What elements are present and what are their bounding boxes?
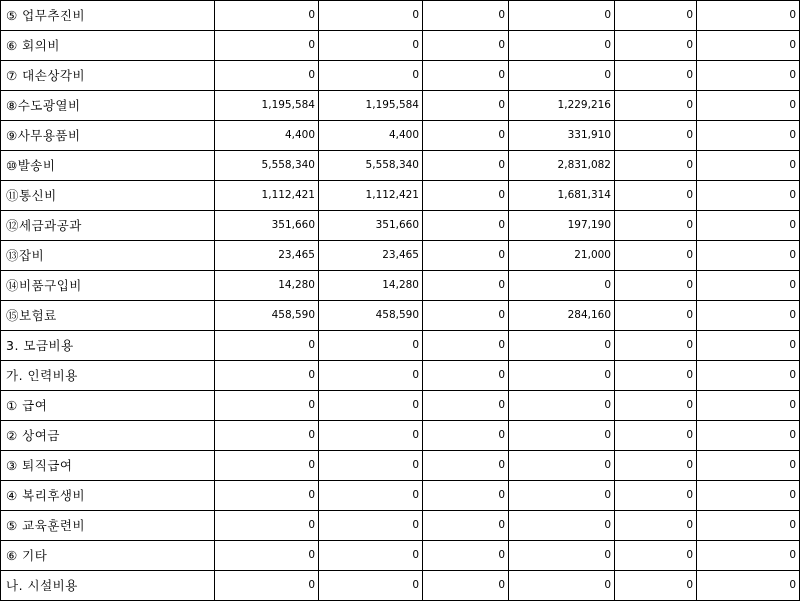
value-cell-3[interactable]: 0 <box>423 271 509 301</box>
value-cell-4[interactable]: 1,681,314 <box>509 181 615 211</box>
value-cell-1[interactable]: 23,465 <box>215 241 319 271</box>
value-cell-1[interactable]: 0 <box>215 451 319 481</box>
value-cell-5[interactable]: 0 <box>615 451 697 481</box>
value-cell-5[interactable]: 0 <box>615 571 697 601</box>
value-cell-5[interactable]: 0 <box>615 31 697 61</box>
value-cell-2[interactable]: 0 <box>319 571 423 601</box>
value-cell-3[interactable]: 0 <box>423 211 509 241</box>
value-cell-6[interactable]: 0 <box>697 421 800 451</box>
row-label-cell[interactable]: ⑬잡비 <box>1 241 215 271</box>
value-cell-3[interactable]: 0 <box>423 361 509 391</box>
value-cell-4[interactable]: 1,229,216 <box>509 91 615 121</box>
table-row <box>1 91 800 121</box>
value-cell-3[interactable]: 0 <box>423 451 509 481</box>
value-cell-2[interactable]: 0 <box>319 61 423 91</box>
value-cell-3[interactable]: 0 <box>423 241 509 271</box>
row-label-cell[interactable]: ⑤ 교육훈련비 <box>1 511 215 541</box>
value-cell-4[interactable]: 0 <box>509 541 615 571</box>
row-label-cell[interactable]: ④ 복리후생비 <box>1 481 215 511</box>
value-cell-5[interactable]: 0 <box>615 181 697 211</box>
row-label-cell[interactable]: ⑩발송비 <box>1 151 215 181</box>
value-cell-6[interactable]: 0 <box>697 301 800 331</box>
table-row <box>1 181 800 211</box>
value-cell-5[interactable]: 0 <box>615 121 697 151</box>
value-cell-4[interactable]: 0 <box>509 1 615 31</box>
value-cell-3[interactable]: 0 <box>423 421 509 451</box>
value-cell-5[interactable]: 0 <box>615 361 697 391</box>
value-cell-2[interactable]: 1,112,421 <box>319 181 423 211</box>
value-cell-2[interactable]: 0 <box>319 1 423 31</box>
value-cell-4[interactable]: 197,190 <box>509 211 615 241</box>
value-cell-6[interactable]: 0 <box>697 271 800 301</box>
row-label-cell[interactable]: 나. 시설비용 <box>1 571 215 601</box>
table-row <box>1 151 800 181</box>
row-label-cell[interactable]: ⑫세금과공과 <box>1 211 215 241</box>
table-row <box>1 451 800 481</box>
value-cell-3[interactable]: 0 <box>423 511 509 541</box>
value-cell-1[interactable]: 0 <box>215 31 319 61</box>
value-cell-3[interactable]: 0 <box>423 301 509 331</box>
row-label-cell[interactable]: 가. 인력비용 <box>1 361 215 391</box>
value-cell-2[interactable]: 0 <box>319 451 423 481</box>
value-cell-6[interactable]: 0 <box>697 151 800 181</box>
value-cell-5[interactable]: 0 <box>615 91 697 121</box>
value-cell-3[interactable]: 0 <box>423 121 509 151</box>
expense-table-body <box>1 1 800 601</box>
value-cell-5[interactable]: 0 <box>615 211 697 241</box>
value-cell-1[interactable]: 0 <box>215 421 319 451</box>
value-cell-4[interactable]: 0 <box>509 271 615 301</box>
value-cell-6[interactable]: 0 <box>697 481 800 511</box>
value-cell-1[interactable]: 351,660 <box>215 211 319 241</box>
table-row <box>1 121 800 151</box>
value-cell-2[interactable]: 0 <box>319 331 423 361</box>
value-cell-4[interactable]: 0 <box>509 571 615 601</box>
row-label-cell[interactable]: ③ 퇴직급여 <box>1 451 215 481</box>
value-cell-5[interactable]: 0 <box>615 151 697 181</box>
row-label-cell[interactable]: ⑮보험료 <box>1 301 215 331</box>
value-cell-6[interactable]: 0 <box>697 31 800 61</box>
value-cell-3[interactable]: 0 <box>423 181 509 211</box>
value-cell-2[interactable]: 14,280 <box>319 271 423 301</box>
table-row <box>1 361 800 391</box>
value-cell-1[interactable]: 14,280 <box>215 271 319 301</box>
value-cell-5[interactable]: 0 <box>615 391 697 421</box>
table-row <box>1 61 800 91</box>
value-cell-3[interactable]: 0 <box>423 331 509 361</box>
value-cell-2[interactable]: 0 <box>319 541 423 571</box>
value-cell-3[interactable]: 0 <box>423 61 509 91</box>
value-cell-1[interactable]: 1,195,584 <box>215 91 319 121</box>
value-cell-6[interactable]: 0 <box>697 61 800 91</box>
value-cell-2[interactable]: 0 <box>319 421 423 451</box>
table-row <box>1 421 800 451</box>
value-cell-5[interactable]: 0 <box>615 61 697 91</box>
table-row <box>1 31 800 61</box>
value-cell-1[interactable]: 0 <box>215 541 319 571</box>
value-cell-4[interactable]: 2,831,082 <box>509 151 615 181</box>
value-cell-6[interactable]: 0 <box>697 391 800 421</box>
value-cell-6[interactable]: 0 <box>697 241 800 271</box>
row-label-cell[interactable]: ⑦ 대손상각비 <box>1 61 215 91</box>
value-cell-5[interactable]: 0 <box>615 421 697 451</box>
table-row <box>1 271 800 301</box>
value-cell-3[interactable]: 0 <box>423 151 509 181</box>
table-row <box>1 541 800 571</box>
value-cell-1[interactable]: 5,558,340 <box>215 151 319 181</box>
value-cell-1[interactable]: 0 <box>215 361 319 391</box>
value-cell-2[interactable]: 1,195,584 <box>319 91 423 121</box>
value-cell-6[interactable]: 0 <box>697 211 800 241</box>
value-cell-4[interactable]: 0 <box>509 331 615 361</box>
table-row <box>1 241 800 271</box>
value-cell-1[interactable]: 0 <box>215 481 319 511</box>
value-cell-5[interactable]: 0 <box>615 481 697 511</box>
row-label-cell[interactable]: ⑥ 회의비 <box>1 31 215 61</box>
value-cell-2[interactable]: 351,660 <box>319 211 423 241</box>
table-row <box>1 1 800 31</box>
value-cell-6[interactable]: 0 <box>697 1 800 31</box>
row-label-cell[interactable]: 3. 모금비용 <box>1 331 215 361</box>
value-cell-2[interactable]: 458,590 <box>319 301 423 331</box>
value-cell-5[interactable]: 0 <box>615 331 697 361</box>
row-label-cell[interactable]: ⑪통신비 <box>1 181 215 211</box>
value-cell-6[interactable]: 0 <box>697 121 800 151</box>
value-cell-6[interactable]: 0 <box>697 91 800 121</box>
value-cell-5[interactable]: 0 <box>615 301 697 331</box>
table-row <box>1 511 800 541</box>
value-cell-4[interactable]: 0 <box>509 391 615 421</box>
value-cell-3[interactable]: 0 <box>423 571 509 601</box>
value-cell-5[interactable]: 0 <box>615 271 697 301</box>
value-cell-6[interactable]: 0 <box>697 181 800 211</box>
value-cell-3[interactable]: 0 <box>423 1 509 31</box>
row-label-cell[interactable]: ⑤ 업무추진비 <box>1 1 215 31</box>
value-cell-6[interactable]: 0 <box>697 451 800 481</box>
value-cell-4[interactable]: 0 <box>509 61 615 91</box>
value-cell-4[interactable]: 331,910 <box>509 121 615 151</box>
value-cell-4[interactable]: 0 <box>509 421 615 451</box>
value-cell-2[interactable]: 5,558,340 <box>319 151 423 181</box>
value-cell-5[interactable]: 0 <box>615 511 697 541</box>
value-cell-6[interactable]: 0 <box>697 361 800 391</box>
value-cell-6[interactable]: 0 <box>697 571 800 601</box>
value-cell-3[interactable]: 0 <box>423 391 509 421</box>
value-cell-1[interactable]: 0 <box>215 331 319 361</box>
value-cell-3[interactable]: 0 <box>423 31 509 61</box>
table-row <box>1 331 800 361</box>
value-cell-2[interactable]: 0 <box>319 31 423 61</box>
value-cell-5[interactable]: 0 <box>615 1 697 31</box>
row-label-cell[interactable]: ⑭비품구입비 <box>1 271 215 301</box>
value-cell-1[interactable]: 1,112,421 <box>215 181 319 211</box>
value-cell-4[interactable]: 0 <box>509 361 615 391</box>
value-cell-3[interactable]: 0 <box>423 91 509 121</box>
value-cell-2[interactable]: 0 <box>319 511 423 541</box>
table-row <box>1 211 800 241</box>
value-cell-3[interactable]: 0 <box>423 541 509 571</box>
value-cell-4[interactable]: 21,000 <box>509 241 615 271</box>
value-cell-1[interactable]: 0 <box>215 61 319 91</box>
table-row <box>1 391 800 421</box>
value-cell-1[interactable]: 4,400 <box>215 121 319 151</box>
row-label-cell[interactable]: ① 급여 <box>1 391 215 421</box>
value-cell-1[interactable]: 0 <box>215 391 319 421</box>
row-label-cell[interactable]: ⑨사무용품비 <box>1 121 215 151</box>
value-cell-1[interactable]: 0 <box>215 511 319 541</box>
value-cell-4[interactable]: 0 <box>509 451 615 481</box>
value-cell-2[interactable]: 4,400 <box>319 121 423 151</box>
value-cell-4[interactable]: 284,160 <box>509 301 615 331</box>
value-cell-1[interactable]: 458,590 <box>215 301 319 331</box>
value-cell-6[interactable]: 0 <box>697 331 800 361</box>
value-cell-2[interactable]: 0 <box>319 391 423 421</box>
table-row <box>1 481 800 511</box>
row-label-cell[interactable]: ⑧수도광열비 <box>1 91 215 121</box>
value-cell-4[interactable]: 0 <box>509 31 615 61</box>
value-cell-5[interactable]: 0 <box>615 241 697 271</box>
table-row <box>1 301 800 331</box>
value-cell-6[interactable]: 0 <box>697 511 800 541</box>
value-cell-6[interactable]: 0 <box>697 541 800 571</box>
value-cell-4[interactable]: 0 <box>509 511 615 541</box>
value-cell-2[interactable]: 0 <box>319 481 423 511</box>
value-cell-4[interactable]: 0 <box>509 481 615 511</box>
value-cell-1[interactable]: 0 <box>215 571 319 601</box>
value-cell-3[interactable]: 0 <box>423 481 509 511</box>
row-label-cell[interactable]: ⑥ 기타 <box>1 541 215 571</box>
table-row <box>1 571 800 601</box>
value-cell-1[interactable]: 0 <box>215 1 319 31</box>
value-cell-2[interactable]: 0 <box>319 361 423 391</box>
value-cell-5[interactable]: 0 <box>615 541 697 571</box>
row-label-cell[interactable]: ② 상여금 <box>1 421 215 451</box>
value-cell-2[interactable]: 23,465 <box>319 241 423 271</box>
